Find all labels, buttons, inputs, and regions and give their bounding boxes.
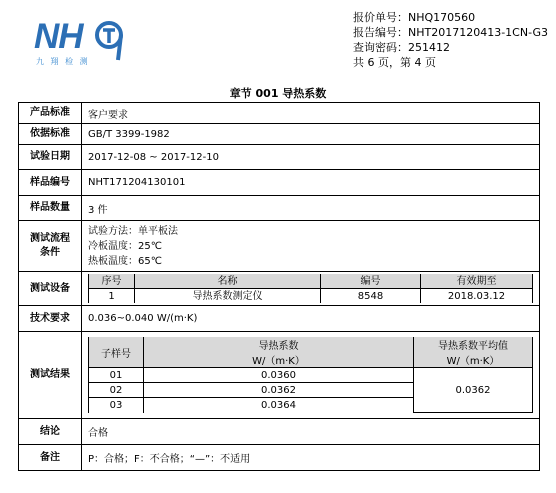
- sample-quantity-value: 3 件: [82, 196, 540, 221]
- query-password: 查询密码：251412: [353, 41, 450, 54]
- results-table: [88, 337, 533, 414]
- table-row: [89, 368, 533, 383]
- table-row: [19, 103, 540, 124]
- table-row: [19, 170, 540, 196]
- table-row: [19, 445, 540, 471]
- header-valid: 有效期至: [421, 274, 533, 289]
- sample-number-value: NHT171204130101: [82, 170, 540, 196]
- equipment-code: 8548: [321, 289, 421, 304]
- row-label: 备注: [19, 445, 82, 471]
- report-number: 报告编号：NHT2017120413-1CN-G3: [353, 26, 548, 39]
- procedure-value: [82, 221, 540, 272]
- equipment-header-row: [89, 274, 533, 289]
- equipment-name: 导热系数测定仪: [135, 289, 321, 304]
- report-table: [18, 102, 540, 471]
- sample-k: 0.0364: [144, 398, 414, 413]
- section-title: 章节 001 导热系数: [229, 87, 327, 100]
- basis-standard-value: GB/T 3399-1982: [82, 124, 540, 145]
- header-k: [144, 337, 414, 368]
- product-standard-value: 客户要求: [82, 103, 540, 124]
- tech-requirement-value: 0.036~0.040 W/(m·K): [82, 306, 540, 332]
- table-row: [19, 272, 540, 306]
- row-label: 测试设备: [19, 272, 82, 306]
- method-line: 试验方法：单平板法: [88, 225, 178, 237]
- table-row: [19, 332, 540, 419]
- header-k-line2: W/（m·K）: [252, 356, 305, 367]
- header-seq: 序号: [89, 274, 135, 289]
- header-avg-line2: W/（m·K）: [446, 356, 500, 367]
- procedure-label-line2: 条件: [40, 247, 60, 258]
- row-label: 技术要求: [19, 306, 82, 332]
- sample-k: 0.0362: [144, 383, 414, 398]
- header-sub: 子样号: [89, 337, 144, 368]
- equipment-table: [88, 274, 533, 303]
- row-label: 产品标准: [19, 103, 82, 124]
- header-k-line1: 导热系数: [258, 341, 299, 352]
- results-cell: [82, 332, 540, 419]
- row-label: 样品编号: [19, 170, 82, 196]
- table-row: [19, 145, 540, 170]
- hot-plate-line: 热板温度：65℃: [88, 255, 162, 267]
- table-row: [19, 306, 540, 332]
- equipment-cell: [82, 272, 540, 306]
- table-row: [89, 289, 533, 304]
- table-row: [19, 196, 540, 221]
- row-label: [19, 221, 82, 272]
- procedure-label-line1: 测试流程: [30, 233, 70, 244]
- cold-plate-line: 冷板温度：25℃: [88, 240, 162, 252]
- remark-value: P：合格；F：不合格；“—”：不适用: [82, 445, 540, 471]
- equipment-valid: 2018.03.12: [421, 289, 533, 304]
- sample-sub: 03: [89, 398, 144, 413]
- row-label: 试验日期: [19, 145, 82, 170]
- row-label: 样品数量: [19, 196, 82, 221]
- quote-number: 报价单号：NHQ170560: [353, 11, 476, 24]
- table-row: [19, 419, 540, 445]
- logo-letters: NH: [34, 17, 83, 56]
- company-logo: [34, 17, 134, 67]
- row-label: 测试结果: [19, 332, 82, 419]
- sample-sub: 02: [89, 383, 144, 398]
- table-row: [19, 124, 540, 145]
- header-code: 编号: [321, 274, 421, 289]
- average-value: 0.0362: [414, 368, 533, 413]
- logo-t9-icon: [94, 20, 128, 64]
- sample-k: 0.0360: [144, 368, 414, 383]
- results-header-row: [89, 337, 533, 368]
- table-row: [19, 221, 540, 272]
- logo-tagline: 九 翔 检 测: [36, 57, 90, 66]
- conclusion-value: 合格: [82, 419, 540, 445]
- row-label: 结论: [19, 419, 82, 445]
- sample-sub: 01: [89, 368, 144, 383]
- page-info: 共 6 页，第 4 页: [353, 56, 436, 69]
- row-label: 依据标准: [19, 124, 82, 145]
- equipment-seq: 1: [89, 289, 135, 304]
- header-name: 名称: [135, 274, 321, 289]
- header-avg: [414, 337, 533, 368]
- test-date-value: 2017-12-08 ~ 2017-12-10: [82, 145, 540, 170]
- report-meta: [353, 10, 548, 70]
- header-avg-line1: 导热系数平均值: [438, 341, 508, 352]
